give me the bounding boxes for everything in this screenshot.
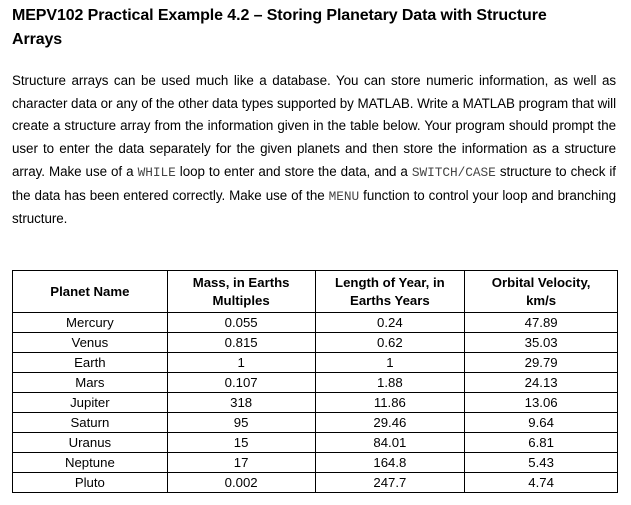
cell-planet: Venus [13,333,168,353]
cell-velocity: 47.89 [465,313,618,333]
cell-year: 164.8 [315,453,465,473]
cell-planet: Jupiter [13,393,168,413]
paragraph-text-2: loop to enter and store the data, and a [175,163,412,179]
cell-mass: 318 [167,393,315,413]
cell-planet: Uranus [13,433,168,453]
cell-mass: 15 [167,433,315,453]
cell-velocity: 24.13 [465,373,618,393]
cell-year: 247.7 [315,473,465,493]
cell-planet: Mars [13,373,168,393]
title-line-1: MEPV102 Practical Example 4.2 – Storing Planetary Data with Structure [12,7,547,24]
table-row [13,353,618,373]
planet-data-table [12,270,618,493]
cell-planet: Pluto [13,473,168,493]
page-title [12,4,616,52]
cell-year: 1.88 [315,373,465,393]
cell-year: 84.01 [315,433,465,453]
cell-mass: 0.107 [167,373,315,393]
cell-mass: 0.055 [167,313,315,333]
header-year-length: Length of Year, in Earths Years [315,271,465,313]
table-row [13,333,618,353]
cell-year: 1 [315,353,465,373]
header-planet-name: Planet Name [13,271,168,313]
table-row [13,413,618,433]
paragraph-text-1: Structure arrays can be used much like a database. You can store numeric information, as well as character data or any of the other data types supported by MATLAB. Write a MATLAB program that will create a structure array from the information given in the table below. Your program should prompt the user to enter the data separately for the given planets and then store the information as a structure array. Make use of a [12,73,616,179]
code-switch-case: SWITCH/CASE [411,164,496,180]
cell-mass: 0.815 [167,333,315,353]
document [12,4,616,231]
header-orbital-velocity: Orbital Velocity, km/s [465,271,618,313]
cell-velocity: 35.03 [465,333,618,353]
cell-planet: Neptune [13,453,168,473]
cell-mass: 95 [167,413,315,433]
cell-year: 0.62 [315,333,465,353]
cell-velocity: 29.79 [465,353,618,373]
cell-velocity: 4.74 [465,473,618,493]
cell-planet: Earth [13,353,168,373]
paragraph-text-3: structure to check if the data has been entered correctly. Make use of the [12,163,616,203]
cell-year: 29.46 [315,413,465,433]
cell-velocity: 13.06 [465,393,618,413]
cell-mass: 17 [167,453,315,473]
title-line-2: Arrays [12,31,63,48]
cell-year: 11.86 [315,393,465,413]
table-row [13,373,618,393]
table-row [13,473,618,493]
code-while: WHILE [137,164,176,180]
cell-mass: 1 [167,353,315,373]
instructions-paragraph [12,70,616,231]
table-header-row [13,271,618,313]
cell-planet: Mercury [13,313,168,333]
cell-velocity: 5.43 [465,453,618,473]
table-row [13,393,618,413]
table-row [13,313,618,333]
cell-velocity: 9.64 [465,413,618,433]
cell-year: 0.24 [315,313,465,333]
paragraph-text-4: function to control your loop and branching structure. [12,187,616,227]
table-row [13,453,618,473]
cell-mass: 0.002 [167,473,315,493]
table-row [13,433,618,453]
header-mass: Mass, in Earths Multiples [167,271,315,313]
cell-velocity: 6.81 [465,433,618,453]
cell-planet: Saturn [13,413,168,433]
code-menu: MENU [328,188,360,204]
